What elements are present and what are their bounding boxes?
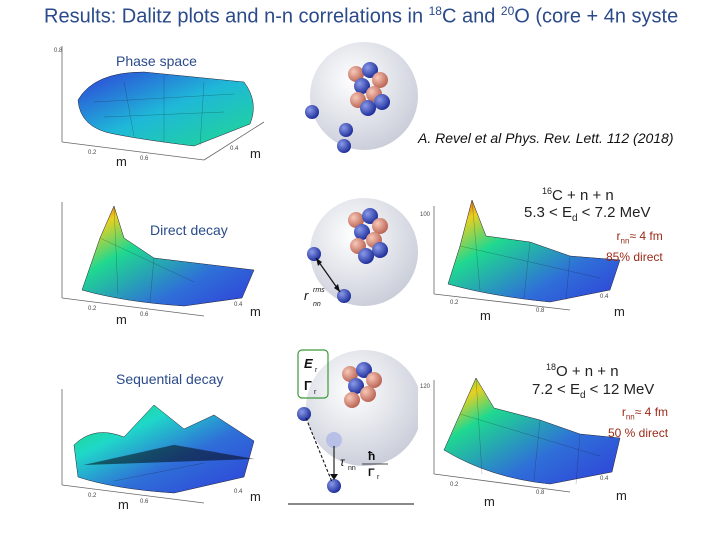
svg-text:0.6: 0.6: [140, 156, 149, 162]
direct-decay-label: Direct decay: [150, 222, 228, 238]
annotation-bottom: $r_{nn}\approx 4$ fm 50 % direct: [608, 405, 669, 441]
svg-text:r: r: [304, 288, 309, 303]
exp-top-nucleus: $^{16}$C + n + n: [542, 186, 614, 204]
annotation-top: $r_{nn}\approx 4$ fm 85% direct: [606, 229, 663, 265]
svg-text:m: m: [250, 489, 261, 504]
svg-text:m: m: [116, 312, 127, 327]
svg-text:0.4: 0.4: [230, 146, 239, 152]
svg-text:ħ: ħ: [368, 449, 376, 463]
nucleus-direct-decay-icon: [300, 196, 420, 316]
svg-text:0.8: 0.8: [536, 308, 545, 314]
svg-text:0.4: 0.4: [234, 302, 243, 308]
sequential-decay-label: Sequential decay: [116, 371, 224, 387]
slide-title: Results: Dalitz plots and n-n correlations in $^{18}$C and $^{20}$O (core + 4n syste: [44, 4, 679, 28]
svg-text:0.8: 0.8: [536, 490, 545, 496]
svg-text:E: E: [304, 356, 313, 371]
svg-text:0.2: 0.2: [450, 300, 459, 306]
svg-text:m: m: [484, 494, 495, 509]
svg-text:rms: rms: [313, 287, 325, 294]
nucleus-sequential-decay-icon: [288, 348, 418, 508]
svg-text:Γ: Γ: [304, 378, 312, 393]
svg-text:Γ: Γ: [368, 467, 375, 479]
svg-text:100: 100: [420, 212, 431, 218]
svg-text:0.4: 0.4: [600, 294, 609, 300]
svg-text:r: r: [314, 389, 317, 396]
svg-text:0.2: 0.2: [88, 306, 97, 312]
citation: A. Revel et al Phys. Rev. Lett. 112 (2018): [418, 130, 674, 146]
svg-text:nn: nn: [313, 301, 321, 308]
svg-text:0.2: 0.2: [88, 493, 97, 499]
phase-space-label: Phase space: [116, 53, 197, 69]
exp-top-energy-range: $5.3 < E_d < 7.2$ MeV: [524, 204, 651, 224]
svg-text:0.6: 0.6: [140, 312, 149, 318]
svg-text:0.8: 0.8: [54, 48, 63, 54]
svg-text:0.2: 0.2: [88, 150, 97, 156]
svg-text:0.2: 0.2: [450, 482, 459, 488]
svg-text:m: m: [118, 497, 129, 512]
svg-text:0.4: 0.4: [600, 476, 609, 482]
svg-text:m: m: [614, 304, 625, 319]
direct-decay-plot: [54, 198, 284, 333]
svg-text:r: r: [315, 367, 318, 374]
svg-text:m: m: [250, 304, 261, 319]
svg-text:0.6: 0.6: [140, 499, 149, 505]
svg-text:τ: τ: [340, 455, 345, 469]
sequential-decay-plot: [54, 385, 284, 520]
exp-bottom-energy-range: $7.2 < E_d < 12$ MeV: [532, 381, 655, 401]
svg-text:m: m: [480, 308, 491, 323]
svg-text:120: 120: [420, 384, 431, 390]
nucleus-phase-space-icon: [300, 40, 420, 160]
svg-text:m: m: [616, 488, 627, 503]
svg-text:m: m: [250, 146, 261, 161]
svg-text:0.4: 0.4: [234, 489, 243, 495]
exp-bottom-nucleus: $^{18}$O + n + n: [546, 362, 619, 380]
svg-text:nn: nn: [348, 465, 356, 472]
svg-text:r: r: [377, 474, 380, 481]
svg-text:m: m: [116, 154, 127, 169]
